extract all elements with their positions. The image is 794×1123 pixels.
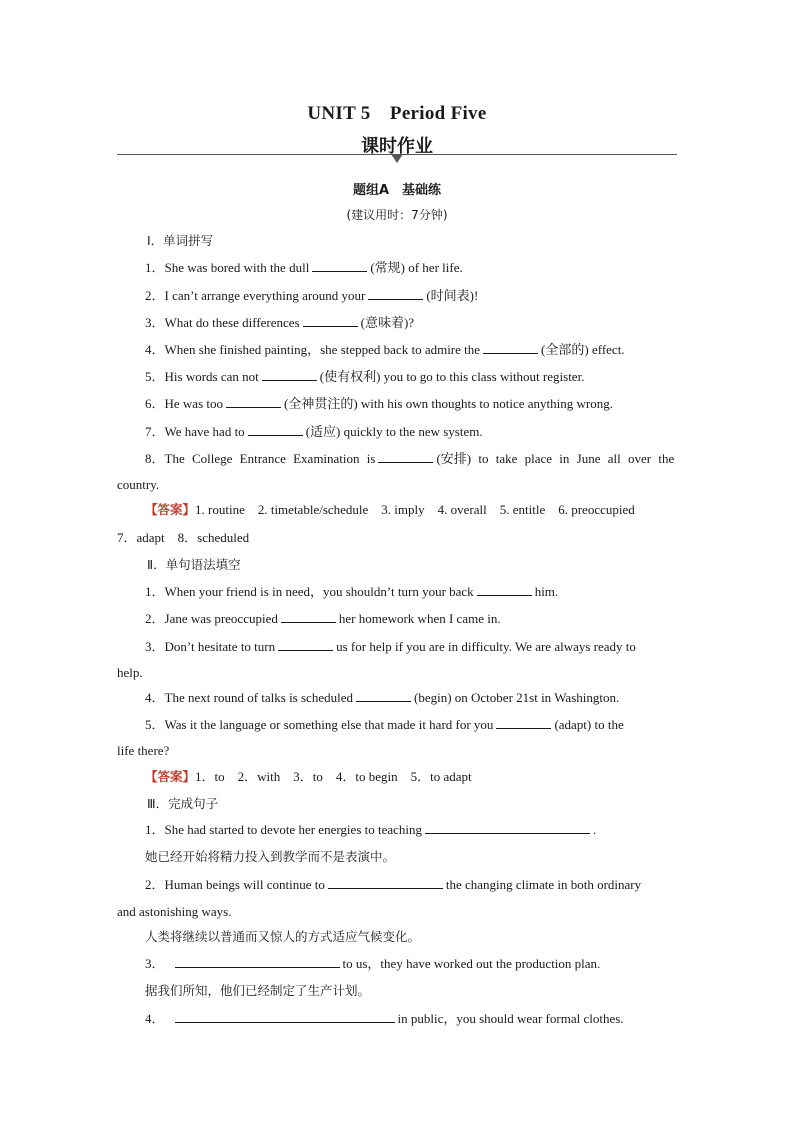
list-item [117, 396, 677, 412]
item-text: Human beings will continue to [164, 877, 325, 892]
answer-blank[interactable] [248, 424, 303, 436]
answer-blank[interactable] [281, 611, 336, 623]
item-translation: 据我们所知，他们已经制定了生产计划。 [145, 983, 371, 998]
item-text: her homework when I came in. [338, 611, 501, 626]
item-text: What do these differences [164, 315, 300, 330]
list-item [117, 288, 677, 304]
item-text: (使有权利) you to go to this class without register. [319, 369, 585, 384]
answer-blank[interactable] [226, 396, 281, 408]
item-text: the changing climate in both ordinary [445, 877, 642, 892]
item-text: (全部的) effect. [541, 342, 625, 357]
answer-tag: 【答案】 [145, 769, 196, 784]
item-number: 4． [145, 690, 165, 705]
item-number: 2． [145, 877, 165, 892]
homework-subtitle: 课时作业 [361, 136, 433, 157]
list-item [117, 611, 677, 627]
answer-continuation: 7．adapt 8．scheduled [117, 530, 250, 545]
answer-blank[interactable] [303, 315, 358, 327]
item-text: in public，you should wear formal clothes. [397, 1011, 624, 1026]
list-item [117, 690, 677, 706]
list-item [117, 822, 677, 838]
divider-triangle-icon [391, 154, 403, 163]
item-text: The College Entrance Examination is [164, 451, 376, 466]
item-text: He was too [164, 396, 224, 411]
item-continuation: life there? [117, 743, 170, 758]
list-item [117, 877, 677, 893]
item-text: him. [534, 584, 559, 599]
item-text: She had started to devote her energies to teaching [164, 822, 423, 837]
list-item [117, 639, 677, 655]
item-text: She was bored with the dull [164, 260, 310, 275]
list-item [117, 342, 677, 358]
item-text: Don’t hesitate to turn [164, 639, 276, 654]
item-number: 3． [145, 956, 165, 971]
list-item [117, 1011, 677, 1027]
unit-title: UNIT 5 Period Five [307, 103, 487, 124]
item-number: 4． [145, 1011, 165, 1026]
item-continuation: and astonishing ways. [117, 904, 232, 919]
answer-blank[interactable] [175, 1011, 395, 1023]
item-number: 2． [145, 611, 165, 626]
answer-line [117, 502, 677, 518]
item-text: His words can not [164, 369, 259, 384]
item-number: 7． [145, 424, 165, 439]
answer-blank[interactable] [262, 369, 317, 381]
item-number: 8． [145, 451, 165, 466]
answer-blank[interactable] [368, 288, 423, 300]
item-text: (意味着)? [360, 315, 415, 330]
answer-blank[interactable] [278, 639, 333, 651]
item-number: 6． [145, 396, 165, 411]
answer-text: 1. routine 2. timetable/schedule 3. imply 4. overall 5. entitle 6. preoccupied [195, 502, 635, 517]
item-text: (全神贯注的) with his own thoughts to notice anything wrong. [284, 396, 613, 411]
item-number: 5． [145, 717, 165, 732]
item-text: (安排) to take place in June all over the [436, 451, 675, 466]
answer-blank[interactable] [378, 451, 433, 463]
answer-line [117, 769, 677, 785]
item-text: I can’t arrange everything around your [164, 288, 366, 303]
item-text: (begin) on October 21st in Washington. [413, 690, 620, 705]
answer-blank[interactable] [496, 717, 551, 729]
time-hint: (建议用时：7分钟) [346, 208, 448, 222]
list-item [117, 260, 677, 276]
item-number: 4． [145, 342, 165, 357]
item-text: to us，they have worked out the production plan. [342, 956, 601, 971]
answer-blank[interactable] [175, 956, 340, 968]
list-item [117, 717, 677, 733]
item-text: (adapt) to the [554, 717, 624, 732]
answer-blank[interactable] [425, 822, 590, 834]
list-item [117, 315, 677, 331]
answer-blank[interactable] [328, 877, 443, 889]
item-number: 1． [145, 260, 165, 275]
list-item [117, 369, 677, 385]
item-text: When your friend is in need，you shouldn’t turn your back [164, 584, 474, 599]
list-item [117, 956, 677, 972]
answer-blank[interactable] [477, 584, 532, 596]
answer-blank[interactable] [356, 690, 411, 702]
answer-blank[interactable] [483, 342, 538, 354]
answer-tag: 【答案】 [145, 502, 196, 517]
list-item [117, 584, 677, 600]
list-item [117, 451, 677, 467]
item-translation: 她已经开始将精力投入到教学而不是表演中。 [145, 849, 396, 864]
item-number: 3． [145, 639, 165, 654]
item-text: us for help if you are in difficulty. We are always ready to [336, 639, 636, 654]
list-item [117, 424, 677, 440]
item-number: 1． [145, 822, 165, 837]
item-number: 5． [145, 369, 165, 384]
item-text: We have had to [164, 424, 245, 439]
item-text: . [593, 822, 597, 837]
item-text: Jane was preoccupied [164, 611, 278, 626]
item-number: 3． [145, 315, 165, 330]
item-continuation: country. [117, 477, 160, 492]
item-translation: 人类将继续以普通而又惊人的方式适应气候变化。 [145, 929, 421, 944]
item-text: When she finished painting，she stepped back to admire the [164, 342, 481, 357]
item-text: (常规) of her life. [370, 260, 463, 275]
item-continuation: help. [117, 665, 143, 680]
group-title: 题组A 基础练 [352, 183, 442, 198]
item-number: 2． [145, 288, 165, 303]
item-number: 1． [145, 584, 165, 599]
answer-blank[interactable] [312, 260, 367, 272]
section1-heading: Ⅰ．单词拼写 [147, 233, 214, 248]
item-text: (时间表)! [426, 288, 479, 303]
answer-text: 1．to 2．with 3．to 4．to begin 5．to adapt [195, 769, 472, 784]
item-text: (适应) quickly to the new system. [305, 424, 483, 439]
item-text: Was it the language or something else that made it hard for you [164, 717, 494, 732]
item-text: The next round of talks is scheduled [164, 690, 353, 705]
section2-heading: Ⅱ．单句语法填空 [147, 557, 241, 572]
section3-heading: Ⅲ．完成句子 [147, 796, 219, 811]
